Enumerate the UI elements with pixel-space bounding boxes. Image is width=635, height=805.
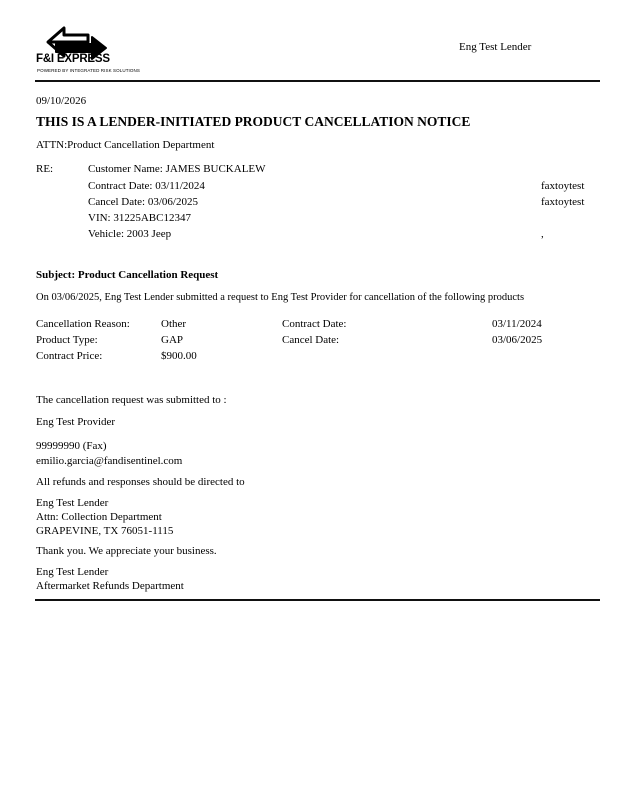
product-type-label: Product Type: — [36, 334, 98, 346]
re-right-line-2: faxtoytest — [541, 196, 585, 208]
re-vehicle: Vehicle: 2003 Jeep — [88, 228, 172, 240]
customer-name: Customer Name: JAMES BUCKALEW — [88, 163, 266, 175]
re-right-line-1: faxtoytest — [541, 180, 585, 192]
logo-tagline: POWERED BY INTEGRATED RISK SOLUTIONS — [37, 68, 140, 73]
logo-wordmark: F&I EXPRESS — [36, 53, 110, 65]
cancellation-reason-label: Cancellation Reason: — [36, 318, 130, 330]
notice-title: THIS IS A LENDER-INITIATED PRODUCT CANCELLATION NOTICE — [36, 114, 471, 129]
re-vin: VIN: 31225ABC12347 — [88, 212, 191, 224]
subject-line: Subject: Product Cancellation Request — [36, 269, 219, 281]
signature-line-1: Eng Test Lender — [36, 566, 109, 578]
attn-line: ATTN:Product Cancellation Department — [36, 139, 215, 151]
re-contract-date: Contract Date: 03/11/2024 — [88, 180, 205, 192]
provider-name: Eng Test Provider — [36, 416, 116, 428]
refund-address-line-3: GRAPEVINE, TX 76051-1115 — [36, 525, 174, 537]
re-cancel-date: Cancel Date: 03/06/2025 — [88, 196, 198, 208]
notice-date: 09/10/2026 — [36, 95, 87, 107]
thank-you-text: Thank you. We appreciate your business. — [36, 545, 217, 557]
re-right-line-3: , — [541, 228, 544, 240]
refund-address-line-1: Eng Test Lender — [36, 497, 109, 509]
top-divider — [35, 80, 600, 82]
refunds-text: All refunds and responses should be directed to — [36, 476, 245, 488]
cancel-date-label: Cancel Date: — [282, 334, 340, 346]
provider-email: emilio.garcia@fandisentinel.com — [36, 455, 183, 467]
contract-price-label: Contract Price: — [36, 350, 103, 362]
product-type-value: GAP — [161, 334, 184, 346]
re-label: RE: — [36, 163, 54, 175]
signature-line-2: Aftermarket Refunds Department — [36, 580, 184, 592]
bottom-divider — [35, 599, 600, 601]
header-lender-name: Eng Test Lender — [459, 41, 532, 53]
provider-fax: 99999990 (Fax) — [36, 440, 107, 452]
refund-address-line-2: Attn: Collection Department — [36, 511, 162, 523]
contract-date-value: 03/11/2024 — [492, 318, 542, 330]
cancellation-reason-value: Other — [161, 318, 187, 330]
cancel-date-value: 03/06/2025 — [492, 334, 543, 346]
contract-date-label: Contract Date: — [282, 318, 347, 330]
contract-price-value: $900.00 — [161, 350, 197, 362]
intro-text: On 03/06/2025, Eng Test Lender submitted a request to Eng Test Provider for cancellation of the following products — [36, 292, 525, 303]
submitted-to-text: The cancellation request was submitted to : — [36, 394, 227, 406]
